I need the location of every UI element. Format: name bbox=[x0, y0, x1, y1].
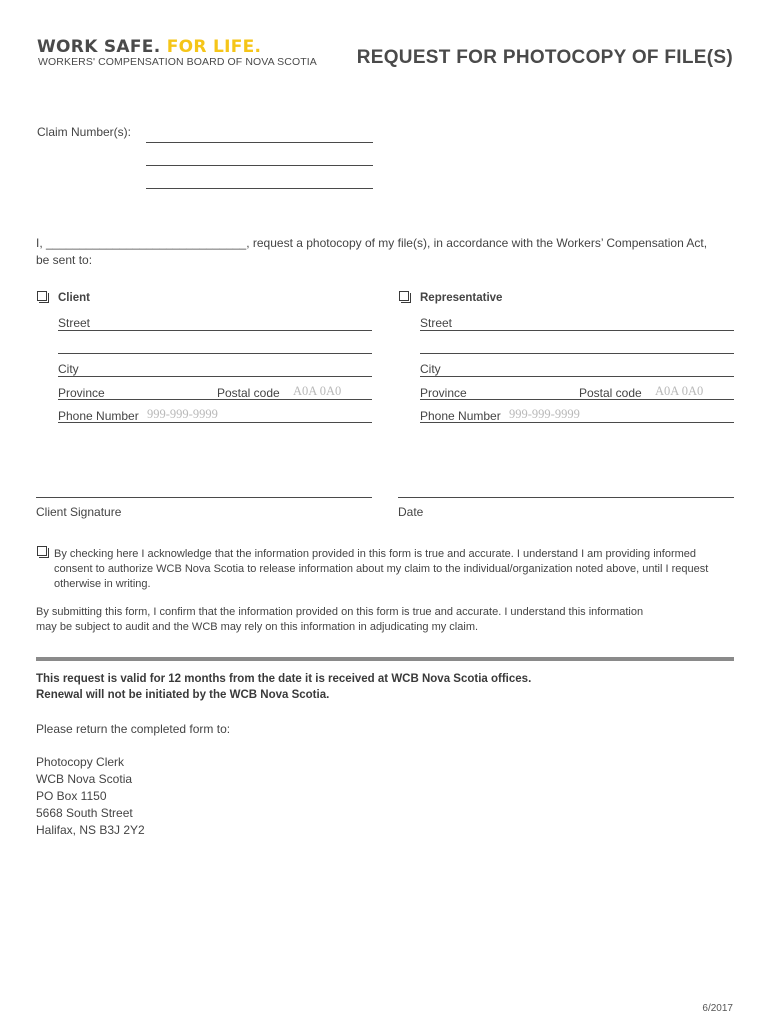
submit-text bbox=[36, 605, 736, 635]
representative-label: Representative bbox=[420, 292, 503, 304]
claim-number-field-1[interactable] bbox=[146, 142, 373, 143]
acknowledge-line-1: By checking here I acknowledge that the information provided in this form is true and accurate. I understand I am providing informed bbox=[54, 548, 697, 560]
rep-postal-label: Postal code bbox=[579, 386, 642, 400]
return-address bbox=[36, 754, 145, 839]
client-city-field[interactable] bbox=[58, 376, 372, 377]
logo-subtitle: WORKERS' COMPENSATION BOARD OF NOVA SCOTIA bbox=[38, 56, 317, 68]
client-postal-label: Postal code bbox=[217, 386, 280, 400]
validity-notice bbox=[36, 671, 531, 703]
client-province-postal-field[interactable] bbox=[58, 399, 372, 400]
notice-line-2: Renewal will not be initiated by the WCB Nova Scotia. bbox=[36, 689, 330, 701]
rep-postal-placeholder: A0A 0A0 bbox=[655, 384, 704, 398]
acknowledge-checkbox[interactable] bbox=[37, 546, 47, 556]
client-city-label: City bbox=[58, 362, 79, 376]
date-field[interactable] bbox=[398, 497, 734, 498]
address-line: Photocopy Clerk bbox=[36, 755, 125, 769]
request-text-line2: be sent to: bbox=[36, 253, 93, 267]
acknowledge-line-2: consent to authorize WCB Nova Scotia to release information about my claim to the individual/organization noted above, until I request bbox=[54, 563, 709, 575]
address-line: PO Box 1150 bbox=[36, 789, 107, 803]
rep-city-field[interactable] bbox=[420, 376, 734, 377]
client-signature-label: Client Signature bbox=[36, 505, 122, 519]
rep-province-label: Province bbox=[420, 386, 467, 400]
notice-line-1: This request is valid for 12 months from the date it is received at WCB Nova Scotia offices. bbox=[36, 673, 532, 685]
logo-accent-text: FOR LIFE. bbox=[166, 37, 262, 57]
claim-number-field-3[interactable] bbox=[146, 188, 373, 189]
address-line: WCB Nova Scotia bbox=[36, 772, 133, 786]
claim-number-field-2[interactable] bbox=[146, 165, 373, 166]
return-intro: Please return the completed form to: bbox=[36, 722, 231, 736]
date-label: Date bbox=[398, 505, 424, 519]
rep-province-postal-field[interactable] bbox=[420, 399, 734, 400]
client-label: Client bbox=[58, 292, 90, 304]
form-version: 6/2017 bbox=[702, 1003, 733, 1014]
client-signature-field[interactable] bbox=[36, 497, 372, 498]
rep-city-label: City bbox=[420, 362, 441, 376]
rep-street-field[interactable] bbox=[420, 330, 734, 331]
client-phone-field[interactable] bbox=[58, 422, 372, 423]
client-street-field[interactable] bbox=[58, 330, 372, 331]
address-line: Halifax, NS B3J 2Y2 bbox=[36, 823, 145, 837]
client-phone-label: Phone Number bbox=[58, 409, 139, 423]
client-province-label: Province bbox=[58, 386, 105, 400]
claim-number-label: Claim Number(s): bbox=[37, 125, 132, 139]
submit-line-2: may be subject to audit and the WCB may rely on this information in adjudicating my claim. bbox=[36, 621, 479, 633]
address-line: 5668 South Street bbox=[36, 806, 133, 820]
client-street-label: Street bbox=[58, 316, 91, 330]
request-text-line1: I, ______________________________, request a photocopy of my file(s), in accordance with the Workers’ Compensation Act, bbox=[36, 236, 708, 250]
rep-street-label: Street bbox=[420, 316, 453, 330]
page-title: REQUEST FOR PHOTOCOPY OF FILE(S) bbox=[356, 47, 733, 68]
logo bbox=[37, 37, 261, 57]
rep-phone-label: Phone Number bbox=[420, 409, 501, 423]
section-divider bbox=[36, 657, 734, 661]
client-street-field-2[interactable] bbox=[58, 353, 372, 354]
rep-phone-field[interactable] bbox=[420, 422, 734, 423]
acknowledge-text bbox=[54, 547, 744, 592]
client-checkbox[interactable] bbox=[37, 291, 47, 301]
representative-checkbox[interactable] bbox=[399, 291, 409, 301]
client-phone-placeholder: 999-999-9999 bbox=[147, 407, 218, 421]
acknowledge-line-3: otherwise in writing. bbox=[54, 578, 151, 590]
logo-main-text: WORK SAFE. bbox=[37, 37, 161, 57]
client-postal-placeholder: A0A 0A0 bbox=[293, 384, 342, 398]
rep-street-field-2[interactable] bbox=[420, 353, 734, 354]
submit-line-1: By submitting this form, I confirm that the information provided on this form is true and accurate. I understand this information bbox=[36, 606, 644, 618]
rep-phone-placeholder: 999-999-9999 bbox=[509, 407, 580, 421]
